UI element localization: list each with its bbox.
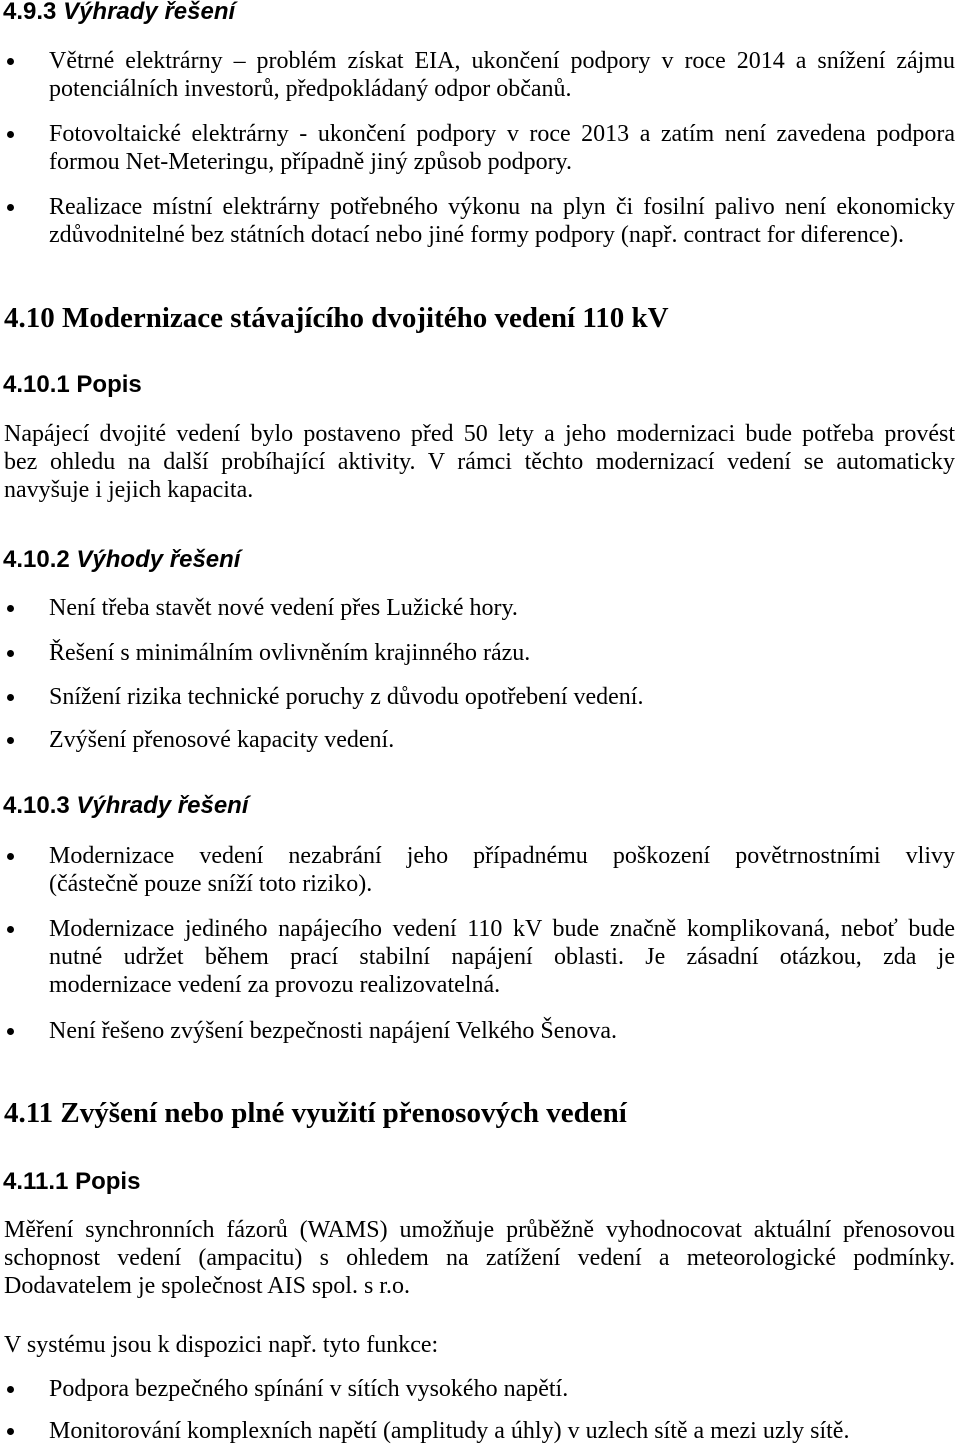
text-line: Není řešeno zvýšení bezpečnosti napájení Velkého Šenova. [49,1018,618,1044]
section-heading-4-11-1 [3,1168,140,1196]
section-heading-4-10-2 [3,546,240,574]
paragraph [4,420,955,504]
section-number: 4.10.1 [3,371,70,398]
text-line: bez ohledu na další probíhající aktivity. V rámci těchto modernizací vedení se automaticky [4,449,955,475]
bullet-icon [7,1428,14,1435]
section-title: Výhody řešení [76,546,241,573]
paragraph [4,1216,955,1300]
bullet-icon [7,1386,14,1393]
text-line: Řešení s minimálním ovlivněním krajinného rázu. [49,640,531,666]
text-line: Monitorování komplexních napětí (amplitudy a úhly) v uzlech sítě a mezi uzly sítě. [49,1418,850,1444]
bullet-icon [7,926,14,933]
list-item [49,639,955,667]
bullet-icon [7,204,14,211]
list-item [49,915,955,999]
list-item [49,1375,955,1403]
section-number: 4.11.1 [3,1168,69,1195]
bullet-icon [7,650,14,657]
text-line: Modernizace jediného napájecího vedení 110 kV bude značně komplikovaná, neboť bude [49,916,955,942]
bullet-icon [7,694,14,701]
text-line: potenciálních investorů, předpokládaný odpor občanů. [49,76,572,102]
list-item [49,842,955,898]
text-line: Není třeba stavět nové vedení přes Lužické hory. [49,595,518,621]
text-line: V systému jsou k dispozici např. tyto funkce: [4,1332,439,1358]
list-item [49,1017,955,1045]
section-title: Zvýšení nebo plné využití přenosových vedení [60,1097,627,1129]
text-line: Fotovoltaické elektrárny - ukončení podpory v roce 2013 a zatím není zavedena podpora [49,121,955,147]
text-line: Zvýšení přenosové kapacity vedení. [49,727,395,753]
text-line: Větrné elektrárny – problém získat EIA, ukončení podpory v roce 2014 a snížení zájmu [49,48,955,74]
section-title: Popis [75,1168,141,1195]
bullet-icon [7,131,14,138]
text-line: Podpora bezpečného spínání v sítích vysokého napětí. [49,1376,569,1402]
section-heading-4-10-1 [3,371,142,399]
text-line: Měření synchronních fázorů (WAMS) umožňuje průběžně vyhodnocovat aktuální přenosovou [4,1217,955,1243]
text-line: Realizace místní elektrárny potřebného výkonu na plyn či fosilní palivo není ekonomicky [49,194,955,220]
bullet-icon [7,605,14,612]
list-item [49,1417,955,1445]
section-number: 4.11 [4,1097,54,1129]
section-heading-4-10-3 [3,792,249,820]
list-item [49,594,955,622]
section-title: Výhrady řešení [63,0,236,25]
bullet-icon [7,58,14,65]
list-item [49,726,955,754]
text-line: Dodavatelem je společnost AIS spol. s r.o. [4,1273,410,1299]
text-line: Snížení rizika technické poruchy z důvodu opotřebení vedení. [49,684,644,710]
list-item [49,193,955,249]
section-number: 4.10.3 [3,792,70,819]
list-item [49,683,955,711]
bullet-icon [7,737,14,744]
paragraph [4,1331,955,1359]
text-line: nutné udržet během prací stabilní napájení oblasti. Je zásadní otázkou, zda je [49,944,955,970]
text-line: (částečně pouze sníží toto riziko). [49,871,373,897]
text-line: zdůvodnitelné bez státních dotací nebo jiné formy podpory (např. contract for diference). [49,222,904,248]
text-line: Napájecí dvojité vedení bylo postaveno před 50 lety a jeho modernizaci bude potřeba provést [4,421,955,447]
text-line: formou Net-Meteringu, případně jiný způsob podpory. [49,149,572,175]
section-number: 4.9.3 [3,0,57,25]
text-line: navyšuje i jejich kapacita. [4,477,254,503]
list-item [49,120,955,176]
section-number: 4.10.2 [3,546,70,573]
section-heading-4-10 [4,301,669,335]
section-title: Výhrady řešení [76,792,249,819]
section-title: Modernizace stávajícího dvojitého vedení 110 kV [62,302,669,334]
bullet-icon [7,1028,14,1035]
text-line: schopnost vedení (ampacitu) s ohledem na zatížení vedení a meteorologické podmínky. [4,1245,955,1271]
section-number: 4.10 [4,302,55,334]
section-heading-4-9-3 [3,0,235,26]
section-title: Popis [76,371,142,398]
list-item [49,47,955,103]
text-line: modernizace vedení za provozu realizovatelná. [49,972,501,998]
text-line: Modernizace vedení nezabrání jeho případnému poškození povětrnostními vlivy [49,843,955,869]
section-heading-4-11 [4,1096,627,1130]
bullet-icon [7,853,14,860]
